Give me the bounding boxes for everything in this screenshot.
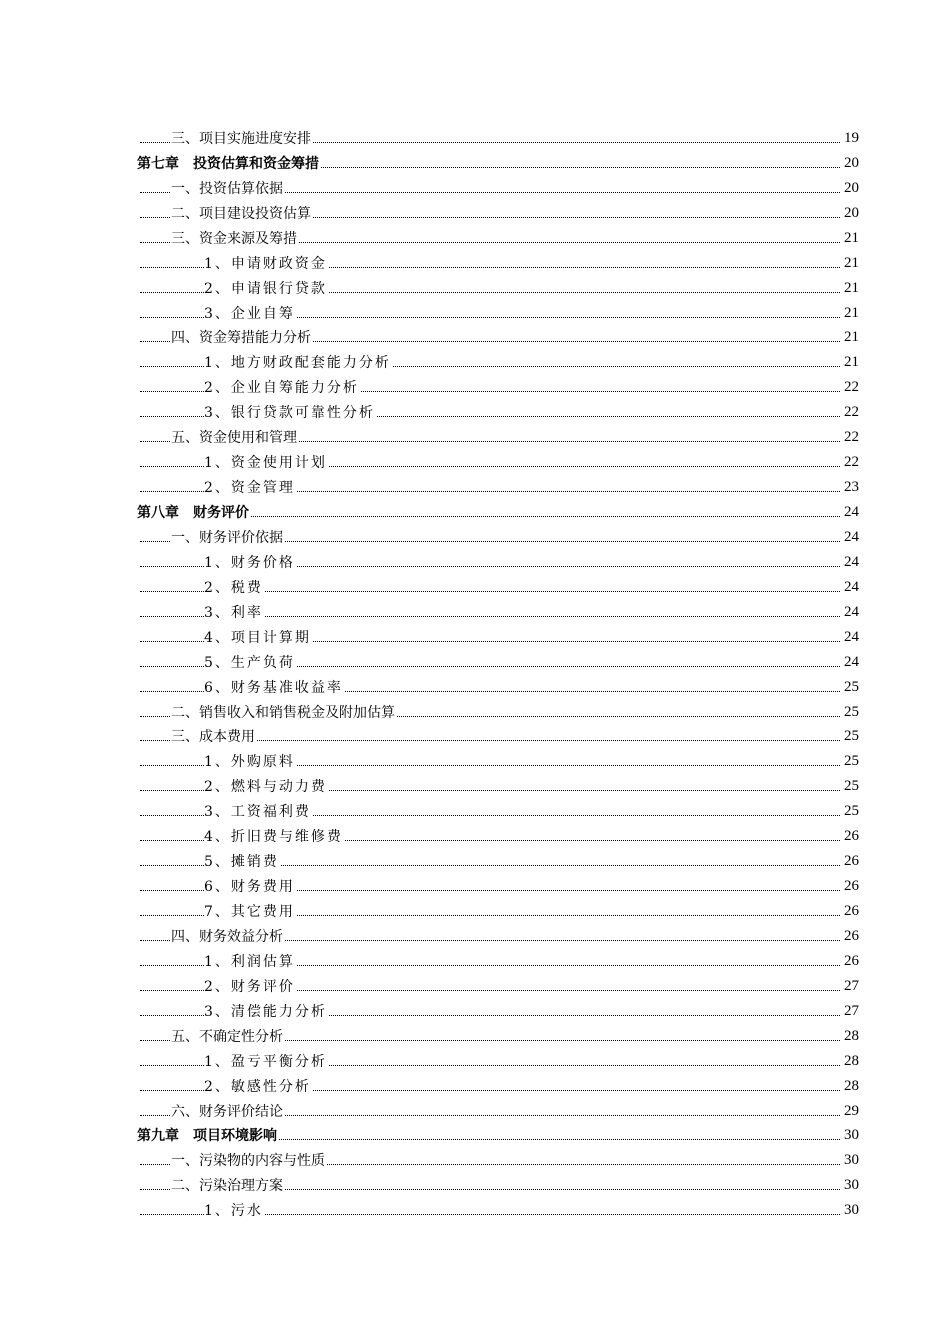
toc-entry-title: 三、资金来源及筹措 (171, 230, 297, 247)
toc-entry[interactable] (0, 822, 950, 847)
toc-entry[interactable] (0, 673, 950, 698)
toc-entry[interactable] (0, 373, 950, 398)
toc-entry-title: 第七章 投资估算和资金筹措 (137, 155, 319, 172)
toc-entry-page: 21 (844, 254, 859, 271)
toc-entry[interactable] (0, 872, 950, 897)
toc-entry[interactable] (0, 1122, 950, 1147)
toc-entry-title: 五、资金使用和管理 (171, 430, 297, 447)
toc-entry-page: 25 (844, 753, 859, 770)
toc-entry-title: 第九章 项目环境影响 (137, 1128, 277, 1145)
toc-entry-title: 1、申请财政资金 (204, 255, 327, 272)
toc-entry-title: 2、税费 (204, 579, 263, 596)
toc-entry[interactable] (0, 348, 950, 373)
toc-entry[interactable] (0, 797, 950, 822)
toc-entry[interactable] (0, 249, 950, 274)
toc-entry-page: 27 (844, 1002, 859, 1019)
toc-entry-page: 24 (844, 603, 859, 620)
toc-entry-page: 24 (844, 578, 859, 595)
toc-entry-page: 22 (844, 429, 859, 446)
toc-entry-title: 2、企业自筹能力分析 (204, 380, 359, 397)
toc-entry-title: 二、污染治理方案 (171, 1178, 283, 1195)
toc-entry-title: 2、燃料与动力费 (204, 779, 327, 796)
toc-entry-page: 20 (844, 204, 859, 221)
toc-entry-title: 3、工资福利费 (204, 804, 311, 821)
toc-entry[interactable] (0, 498, 950, 523)
toc-entry[interactable] (0, 398, 950, 423)
toc-entry[interactable] (0, 124, 950, 149)
toc-entry[interactable] (0, 274, 950, 299)
toc-entry-title: 五、不确定性分析 (171, 1028, 283, 1045)
toc-entry[interactable] (0, 623, 950, 648)
toc-entry-page: 25 (844, 703, 859, 720)
toc-entry[interactable] (0, 723, 950, 748)
toc-entry-title: 3、银行贷款可靠性分析 (204, 405, 375, 422)
toc-entry-title: 2、申请银行贷款 (204, 280, 327, 297)
toc-entry-page: 26 (844, 853, 859, 870)
toc-entry-title: 1、盈亏平衡分析 (204, 1053, 327, 1070)
toc-entry-page: 19 (844, 129, 859, 146)
toc-entry[interactable] (0, 1072, 950, 1097)
toc-entry-title: 5、生产负荷 (204, 654, 295, 671)
toc-entry-page: 21 (844, 304, 859, 321)
toc-entry[interactable] (0, 972, 950, 997)
toc-entry-title: 四、财务效益分析 (171, 928, 283, 945)
toc-entry-title: 3、清偿能力分析 (204, 1003, 327, 1020)
toc-entry[interactable] (0, 423, 950, 448)
toc-entry-title: 3、利率 (204, 604, 263, 621)
toc-entry-page: 21 (844, 329, 859, 346)
toc-entry-page: 26 (844, 952, 859, 969)
toc-entry[interactable] (0, 224, 950, 249)
toc-entry[interactable] (0, 299, 950, 324)
toc-entry[interactable] (0, 922, 950, 947)
toc-entry-title: 一、污染物的内容与性质 (171, 1153, 325, 1170)
toc-entry[interactable] (0, 523, 950, 548)
toc-entry[interactable] (0, 772, 950, 797)
toc-entry[interactable] (0, 847, 950, 872)
toc-entry-page: 30 (844, 1202, 859, 1219)
toc-entry[interactable] (0, 1047, 950, 1072)
toc-entry-page: 25 (844, 728, 859, 745)
toc-entry-page: 21 (844, 354, 859, 371)
toc-entry-page: 25 (844, 803, 859, 820)
toc-entry-title: 一、财务评价依据 (171, 529, 283, 546)
toc-entry-title: 三、成本费用 (171, 729, 255, 746)
toc-entry-page: 22 (844, 404, 859, 421)
toc-entry[interactable] (0, 149, 950, 174)
toc-entry-page: 24 (844, 653, 859, 670)
toc-entry-page: 27 (844, 977, 859, 994)
toc-entry-page: 30 (844, 1127, 859, 1144)
toc-entry[interactable] (0, 548, 950, 573)
toc-entry-page: 21 (844, 279, 859, 296)
toc-entry-title: 4、项目计算期 (204, 629, 311, 646)
toc-entry[interactable] (0, 573, 950, 598)
toc-entry-page: 20 (844, 179, 859, 196)
table-of-contents (0, 124, 950, 1221)
toc-entry-page: 24 (844, 553, 859, 570)
toc-entry-page: 24 (844, 528, 859, 545)
toc-entry[interactable] (0, 1097, 950, 1122)
toc-entry-title: 二、项目建设投资估算 (171, 205, 311, 222)
toc-entry-title: 5、摊销费 (204, 854, 279, 871)
toc-entry-title: 三、项目实施进度安排 (171, 130, 311, 147)
toc-entry-page: 26 (844, 878, 859, 895)
toc-entry-title: 3、企业自筹 (204, 305, 295, 322)
toc-entry-page: 23 (844, 479, 859, 496)
toc-entry-title: 1、污水 (204, 1203, 263, 1220)
toc-entry[interactable] (0, 997, 950, 1022)
toc-entry-page: 26 (844, 927, 859, 944)
toc-entry-page: 22 (844, 454, 859, 471)
toc-entry[interactable] (0, 199, 950, 224)
toc-entry-title: 四、资金筹措能力分析 (171, 330, 311, 347)
toc-entry[interactable] (0, 174, 950, 199)
toc-entry-page: 30 (844, 1177, 859, 1194)
toc-entry[interactable] (0, 1171, 950, 1196)
toc-entry-page: 29 (844, 1102, 859, 1119)
toc-entry-page: 24 (844, 504, 859, 520)
toc-entry[interactable] (0, 1196, 950, 1221)
toc-entry-page: 25 (844, 678, 859, 695)
toc-entry-page: 28 (844, 1027, 859, 1044)
toc-entry-title: 1、外购原料 (204, 754, 295, 771)
toc-entry-title: 6、财务费用 (204, 879, 295, 896)
toc-entry[interactable] (0, 598, 950, 623)
toc-entry[interactable] (0, 897, 950, 922)
toc-entry-page: 26 (844, 903, 859, 919)
toc-entry[interactable] (0, 1146, 950, 1171)
toc-entry-title: 2、财务评价 (204, 978, 295, 995)
toc-entry-title: 1、资金使用计划 (204, 455, 327, 472)
toc-entry-page: 22 (844, 379, 859, 396)
toc-entry-page: 30 (844, 1152, 859, 1169)
toc-entry-page: 20 (844, 154, 859, 171)
toc-entry[interactable] (0, 324, 950, 349)
toc-entry[interactable] (0, 947, 950, 972)
toc-entry-page: 21 (844, 229, 859, 246)
toc-entry-page: 25 (844, 778, 859, 795)
toc-entry[interactable] (0, 747, 950, 772)
toc-entry[interactable] (0, 473, 950, 498)
toc-entry[interactable] (0, 448, 950, 473)
toc-entry-title: 二、销售收入和销售税金及附加估算 (171, 704, 395, 721)
toc-entry[interactable] (0, 698, 950, 723)
toc-entry-title: 1、利润估算 (204, 953, 295, 970)
toc-entry-title: 1、地方财政配套能力分析 (204, 355, 391, 372)
toc-entry-title: 2、资金管理 (204, 480, 295, 497)
toc-entry-page: 28 (844, 1077, 859, 1094)
toc-entry-title: 六、财务评价结论 (171, 1103, 283, 1120)
toc-entry-title: 一、投资估算依据 (171, 180, 283, 197)
toc-entry-title: 7、其它费用 (204, 904, 295, 920)
toc-entry-title: 第八章 财务评价 (137, 505, 249, 521)
toc-entry-title: 2、敏感性分析 (204, 1078, 311, 1095)
toc-entry[interactable] (0, 648, 950, 673)
toc-entry-title: 6、财务基准收益率 (204, 679, 343, 696)
toc-entry-page: 28 (844, 1052, 859, 1069)
toc-entry-title: 4、折旧费与维修费 (204, 829, 343, 846)
toc-entry-page: 24 (844, 628, 859, 645)
toc-entry-title: 1、财务价格 (204, 554, 295, 571)
toc-entry-page: 26 (844, 828, 859, 845)
toc-entry[interactable] (0, 1022, 950, 1047)
